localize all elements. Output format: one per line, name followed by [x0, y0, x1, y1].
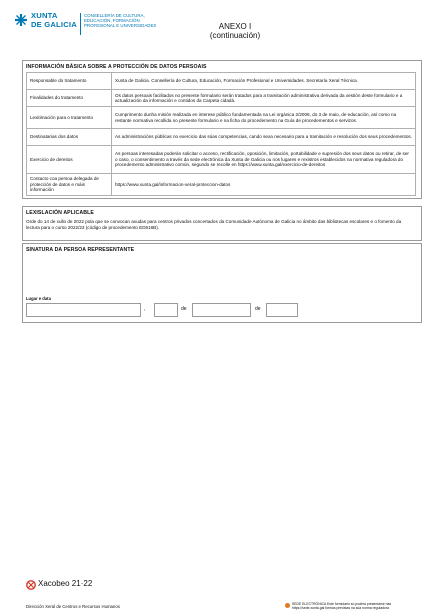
sede-line-1: SEDE ELECTRÓNICA Este formulario só poderá presentarse nas [292, 602, 392, 606]
logo-divider [80, 13, 81, 35]
row-label: Lexitimación para o tratamento [27, 107, 112, 129]
sede-electronica-icon [285, 603, 290, 608]
row-value: Cumprimento dunha misión realizada en interese público fundamentada na Lei orgánica 2/2006, do 3 de maio, de educación, así como na restante normativa recollida no presente formulario e na ficha do procedemento na Guía de procedementos e servizos. [112, 107, 416, 129]
table-row [27, 73, 416, 90]
table-row [27, 129, 416, 146]
row-label: Contacto coa persoa delegada de protección de datos e máis información [27, 174, 112, 196]
xacobeo-logo-text: Xacobeo 21·22 [38, 579, 93, 588]
legislation-title: LEXISLACIÓN APLICABLE [26, 210, 94, 216]
footer-direction: Dirección Xeral de Centros e Recursos Humanos [26, 604, 120, 609]
place-date-label: Lugar e data [26, 296, 51, 301]
logo-line-1: XUNTA [31, 11, 58, 20]
xacobeo-logo-icon [26, 580, 36, 590]
row-value: Os datos persoais facilitados no presente formulario serán tratados para a tramitación administrativa derivada da xestión deste formulario e a actualización da información e contidos da Carpeta cidadá. [112, 90, 416, 107]
dept-line-1: CONSELLERÍA DE CULTURA, [84, 13, 145, 18]
de-label-1: de [181, 306, 187, 312]
signature-title: SINATURA DA PERSOA REPRESENTANTE [26, 247, 135, 253]
row-label: Finalidades do tratamento [27, 90, 112, 107]
month-input[interactable] [192, 303, 251, 317]
table-row [27, 107, 416, 129]
row-label: Exercicio de dereitos [27, 146, 112, 174]
row-label: Destinatarias dos datos [27, 129, 112, 146]
annex-heading [185, 22, 285, 40]
data-protection-title: INFORMACIÓN BÁSICA SOBRE A PROTECCIÓN DE DATOS PERSOAIS [26, 64, 207, 70]
annex-subtitle: (continuación) [209, 31, 261, 40]
row-value: https://www.xunta.gal/informacion-xeral-proteccion-datos [112, 174, 416, 196]
row-value: As administracións públicas no exercicio das súas competencias, cando sexa necesario para a tramitación e resolución dos seus procedementos. [112, 129, 416, 146]
comma-separator: , [144, 306, 146, 312]
data-protection-table [26, 72, 416, 196]
row-label: Responsable do tratamento [27, 73, 112, 90]
annex-title: ANEXO I [218, 22, 252, 31]
table-row [27, 146, 416, 174]
de-label-2: de [255, 306, 261, 312]
sede-electronica-note [292, 602, 422, 610]
day-input[interactable] [154, 303, 178, 317]
department-name [84, 13, 194, 29]
xunta-logo-icon [14, 13, 28, 27]
table-row [27, 90, 416, 107]
year-input[interactable] [266, 303, 298, 317]
dept-line-2: EDUCACIÓN, FORMACIÓN [84, 18, 140, 24]
place-input[interactable] [26, 303, 141, 317]
xunta-logo-text [31, 12, 77, 29]
sede-line-2: https://sede.xunta.gal formas previstas na súa norma reguladora [292, 606, 389, 610]
logo-line-2: DE GALICIA [31, 19, 77, 29]
table-row [27, 174, 416, 196]
dept-line-3: PROFESIONAL E UNIVERSIDADES [84, 23, 157, 29]
row-value: As persoas interesadas poderán solicitar o acceso, rectificación, oposición, limitación, portabilidade e supresión dos seus datos ou retirar, de ser o caso, o consentimento a través da sede electrónica da Xunta de Galicia ou nos lugares e rexistros establecidos na normativa reguladora do procedemento administrativo común, segundo se recolle en https://www.xunta.gal/exercicio-de-dereitos [112, 146, 416, 174]
row-value: Xunta de Galicia. Consellería de Cultura, Educación, Formación Profesional e Universidades. Secretaría Xeral Técnica. [112, 73, 416, 90]
legislation-text: Orde do 14 de xullo de 2022 pola que se convocan axudas para centros privados concertados da Comunidade Autónoma de Galicia no ámbito das bibliotecas escolares e o fomento da lectura para o curso 2022/23 (código de procedemento ED516B). [26, 219, 402, 230]
